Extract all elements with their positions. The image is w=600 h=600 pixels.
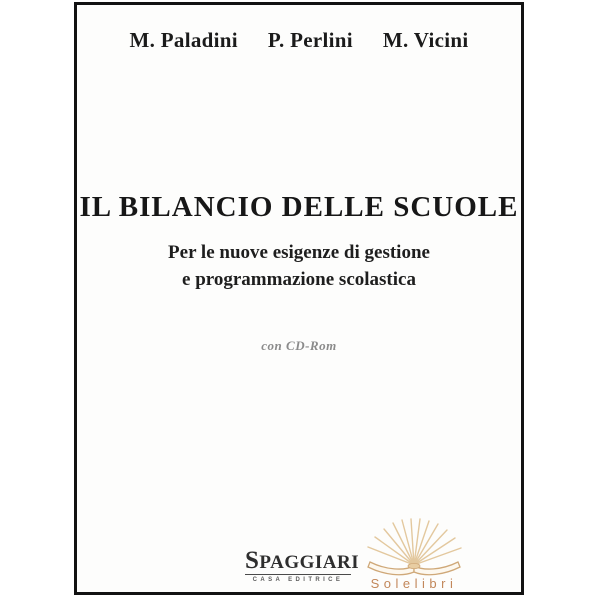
book-title: IL BILANCIO DELLE SCUOLE [79,191,519,223]
author-name: M. Paladini [129,28,238,52]
book-subtitle-line2: e programmazione scolastica [182,269,416,290]
imprint-name: Solelibri [370,576,458,591]
publisher-name: SPAGGIARI [245,547,360,574]
publisher-tagline: CASA EDITRICE [245,574,351,583]
imprint-logo-solelibri [358,518,470,591]
publisher-logo-spaggiari [245,547,360,583]
book-subtitle-line1: Per le nuove esigenze di gestione [168,242,430,263]
book-subtitle [77,239,521,293]
sun-book-icon [362,518,466,576]
author-name: M. Vicini [382,28,469,52]
book-cover [74,2,524,595]
author-name: P. Perlini [267,28,353,52]
edition-note: con CD-Rom [261,338,337,353]
authors-row [77,28,521,53]
